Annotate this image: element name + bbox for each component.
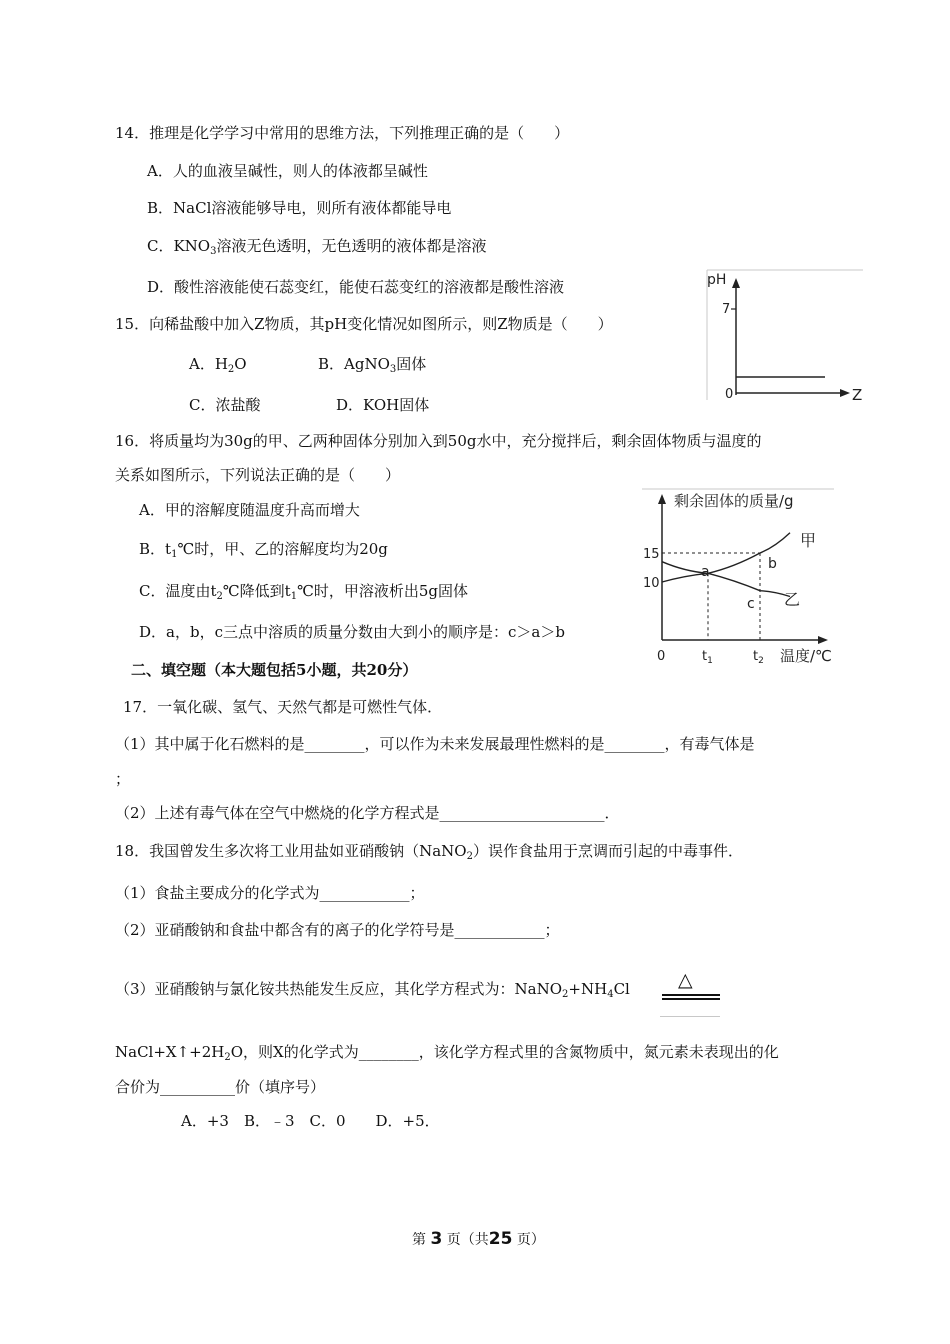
q16-option-c: C．温度由$t_2℃$降低到$t_1℃$时，甲溶液析出5g固体 xyxy=(139,582,469,602)
point-label-a: a xyxy=(701,564,710,580)
q14-option-a: A．人的血液呈碱性，则人的体液都呈碱性 xyxy=(147,162,428,180)
chart-x-label: 温度/℃ xyxy=(780,647,832,665)
q16-option-b: B．$t_1℃$时，甲、乙的溶解度均为20g xyxy=(139,540,388,560)
page-total: 25 xyxy=(488,1229,513,1249)
point-label-c: c xyxy=(747,596,755,612)
series-label-jia: 甲 xyxy=(800,531,817,550)
ph-y-arrow xyxy=(732,278,740,288)
q14-option-d: D．酸性溶液能使石蕊变红，能使石蕊变红的溶液都是酸性溶液 xyxy=(147,278,565,296)
q15-stem: 15．向稀盐酸中加入Z物质，其pH变化情况如图所示，则Z物质是（ ） xyxy=(115,315,613,333)
q18-stem: 18．我国曾发生多次将工业用盐如亚硝酸钠（NaNO$_2$）误作食盐用于烹调而引起的中毒事件． xyxy=(115,842,743,862)
chart-y-arrow xyxy=(658,494,666,504)
equation-double-line-bottom xyxy=(662,998,720,1000)
q18-part3: （3）亚硝酸钠与氯化铵共热能发生反应，其化学方程式为：$NaNO_2+NH_4Cl$ xyxy=(115,980,630,1000)
series-label-yi: 乙 xyxy=(784,590,801,609)
q15-option-b: B．AgNO$_3$固体 xyxy=(318,355,427,375)
q16-option-a: A．甲的溶解度随温度升高而增大 xyxy=(139,501,360,519)
chart-x-tick-t1: $t_1$ xyxy=(702,649,713,666)
chart-x-tick-0: 0 xyxy=(657,649,666,664)
q15-option-d: D．KOH固体 xyxy=(336,396,430,414)
ph-x-label: Z xyxy=(852,386,863,404)
page-footer: 第 3 页（共25 页） xyxy=(412,1229,545,1249)
section2-title: 二、填空题（本大题包括5小题，共20分） xyxy=(131,661,418,679)
chart-x-arrow xyxy=(818,636,828,644)
ph-y-label: pH xyxy=(707,272,727,288)
q16-option-d: D．a，b，c三点中溶质的质量分数由大到小的顺序是：c＞a＞b xyxy=(139,623,565,641)
q18-part1: （1）食盐主要成分的化学式为____________； xyxy=(115,884,425,902)
page-number: 3 xyxy=(430,1229,443,1249)
q15-option-a: A．$H_2O$ xyxy=(189,355,247,375)
point-label-b: b xyxy=(768,556,777,572)
chart-y-tick-15: 15 xyxy=(643,547,660,562)
equation-divider xyxy=(660,1016,720,1017)
ph-tick-7-label: 7 xyxy=(722,302,731,317)
q17-stem: 17．一氧化碳、氢气、天然气都是可燃性气体． xyxy=(123,698,443,716)
q18-part2: （2）亚硝酸钠和食盐中都含有的离子的化学符号是____________； xyxy=(115,921,560,939)
q18-options: A．+3 B．﹣3 C．0 D．+5． xyxy=(181,1112,440,1130)
q14-option-c: C．$KNO_3$溶液无色透明，无色透明的液体都是溶液 xyxy=(147,237,487,257)
q15-option-c: C．浓盐酸 xyxy=(189,396,261,414)
q18-part3-line2: 合价为__________价（填序号） xyxy=(115,1078,326,1096)
q14-stem: 14．推理是化学学习中常用的思维方法，下列推理正确的是（ ） xyxy=(115,124,570,142)
q17-part1: （1）其中属于化石燃料的是________，可以作为未来发展最理性燃料的是________，有毒气体是 xyxy=(115,735,755,753)
chart-y-tick-10: 10 xyxy=(643,576,660,591)
equation-double-line-top xyxy=(662,994,720,996)
q17-part1-end: ； xyxy=(115,770,131,788)
heat-symbol: △ xyxy=(678,969,693,991)
q16-stem-line1: 16．将质量均为30g的甲、乙两种固体分别加入到50g水中，充分搅拌后，剩余固体物质与温度的 xyxy=(115,432,762,450)
q18-part3-continued: $NaCl+X↑+2H_2O$，则X的化学式为________，该化学方程式里的含氮物质中，氮元素未表现出的化 xyxy=(115,1043,779,1063)
chart-y-label: 剩余固体的质量/g xyxy=(674,492,794,510)
q14-option-b: B．NaCl溶液能够导电，则所有液体都能导电 xyxy=(147,199,452,217)
residual-solid-chart xyxy=(638,486,838,670)
ph-figure xyxy=(703,267,868,407)
series-curve-yi xyxy=(662,573,790,596)
ph-x-arrow xyxy=(840,389,850,397)
chart-x-tick-t2: $t_2$ xyxy=(753,649,764,666)
q17-part2: （2）上述有毒气体在空气中燃烧的化学方程式是______________________． xyxy=(115,804,620,822)
ph-origin-label: 0 xyxy=(725,387,734,402)
q16-stem-line2: 关系如图所示，下列说法正确的是（ ） xyxy=(115,466,401,484)
